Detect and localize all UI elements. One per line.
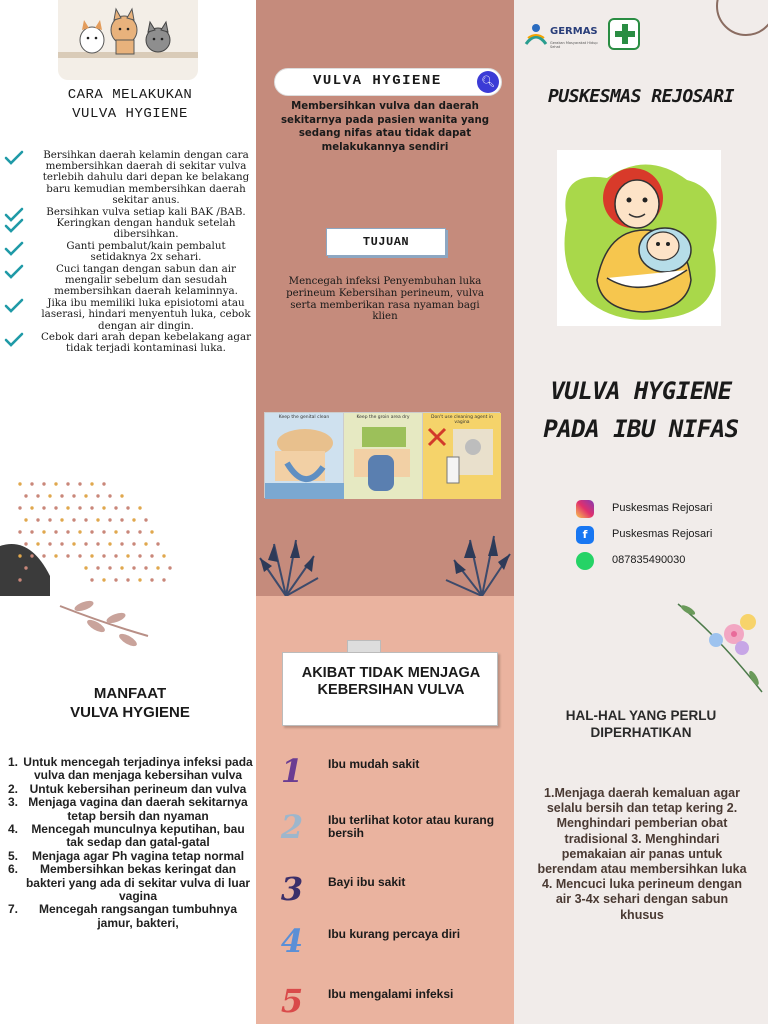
goals-text: Mencegah infeksi Penyembuhan luka perineum Kebersihan perineum, vulva serta memberikan rasa nyaman bagi klien: [286, 276, 484, 323]
effect-item: [272, 808, 502, 848]
benefit-text: Untuk kebersihan perineum dan vulva: [29, 781, 247, 796]
panel-hal-perlu: [514, 596, 768, 1024]
germas-label: GERMAS: [550, 26, 598, 37]
germas-logo-icon: [524, 22, 548, 48]
illustration-no-agent: [423, 413, 501, 499]
benefits-list: [2, 756, 254, 930]
title-line: CARA MELAKUKAN: [67, 87, 193, 103]
benefit-number: 3.: [8, 795, 19, 810]
panel4-title: [30, 684, 230, 722]
benefit-item: [2, 756, 254, 783]
mother-baby-illustration: [557, 150, 721, 326]
effect-number: 2: [280, 808, 304, 846]
check-icon: [4, 218, 24, 234]
step-text: Keringkan dengan handuk setelah dibersihkan.: [56, 217, 236, 241]
leaf-branch-decoration: [56, 596, 152, 656]
logos: [524, 16, 644, 56]
effect-text: Ibu mengalami infeksi: [328, 987, 454, 1001]
panel-cara-melakukan: [0, 0, 256, 596]
benefit-text: Mencegah rangsangan tumbuhnya jamur, bakteri,: [38, 902, 238, 930]
facebook-icon: f: [576, 526, 594, 544]
sign-title: AKIBAT TIDAK MENJAGA KEBERSIHAN VULVA: [301, 665, 481, 698]
effect-item: [272, 982, 502, 1022]
step-item: [4, 207, 254, 218]
title-line: MANFAAT: [93, 685, 167, 702]
effect-number: 3: [280, 870, 304, 908]
step-text: Cebok dari arah depan kebelakang agar tidak terjadi kontaminasi luka.: [40, 331, 252, 355]
search-icon: 🔍︎: [477, 71, 499, 93]
benefit-text: Menjaga vagina dan daerah sekitarnya tetap bersih dan nyaman: [28, 795, 248, 823]
social-text: Puskesmas Rejosari: [612, 502, 713, 514]
panel-manfaat: [0, 596, 256, 1024]
title-line: VULVA HYGIENE: [72, 106, 188, 122]
tujuan-label: TUJUAN: [362, 235, 410, 249]
cover-title-line: PADA IBU NIFAS: [543, 415, 739, 443]
effect-text: Ibu terlihat kotor atau kurang bersih: [328, 813, 495, 840]
benefit-number: 2.: [8, 781, 19, 796]
social-text: 087835490030: [612, 554, 686, 566]
effect-text: Ibu mudah sakit: [328, 757, 420, 771]
benefit-text: Mencegah munculnya keputihan, bau tak sedap dan gatal-gatal: [31, 822, 245, 850]
benefit-text: Membersihkan bekas keringat dan bakteri yang ada di sekitar vulva di luar vagina: [25, 862, 251, 904]
benefit-item: [2, 796, 254, 823]
check-icon: [4, 298, 24, 314]
step-item: [4, 332, 254, 354]
illustration-clean: [265, 413, 344, 499]
effect-item: [272, 870, 502, 910]
effect-number: 5: [280, 982, 304, 1020]
benefit-number: 1.: [8, 755, 19, 769]
illustration-caption: Don't use cleaning agent in vagina: [431, 415, 493, 425]
palm-leaves-decoration: [256, 500, 514, 596]
step-text: Cuci tangan dengan sabun dan air mengalir sebelum dan sesudah membersihkan daerah kelaminnya.: [54, 263, 238, 298]
cover-title: [514, 372, 768, 448]
cats-illustration: [58, 0, 198, 80]
clinic-name: PUSKESMAS REJOSARI: [547, 86, 735, 107]
benefit-item: [2, 850, 254, 863]
check-icon: [4, 332, 24, 348]
check-icon: [4, 150, 24, 166]
illustration-dry: [344, 413, 423, 499]
benefit-number: 7.: [8, 902, 19, 917]
panel-vulva-hygiene: [256, 0, 514, 596]
step-text: Jika ibu memiliki luka episiotomi atau laserasi, hindari menyentuh luka, cebok dengan air dingin.: [41, 297, 251, 332]
steps-list: [4, 150, 254, 355]
check-icon: [4, 264, 24, 280]
definition-text: Membersihkan vulva dan daerah sekitarnya pada pasien wanita yang sedang nifas atau tidak dapat melakukannya sendiri: [280, 101, 490, 153]
step-item: [4, 298, 254, 332]
effect-item: [272, 752, 502, 792]
panel-cover: [514, 0, 768, 596]
step-item: [4, 241, 254, 263]
step-item: [4, 218, 254, 240]
pill-title: VULVA HYGIENE: [313, 73, 442, 89]
search-pill: [274, 68, 502, 96]
hygiene-illustrations: [264, 412, 500, 498]
sign-board: [282, 652, 498, 726]
social-text: Puskesmas Rejosari: [612, 528, 713, 540]
effect-number: 4: [280, 922, 304, 960]
benefit-item: [2, 823, 254, 850]
title-line: VULVA HYGIENE: [70, 704, 190, 721]
step-item: [4, 264, 254, 298]
step-text: Ganti pembalut/kain pembalut setidaknya 2x sehari.: [66, 240, 226, 264]
instagram-icon: [576, 500, 594, 518]
effect-text: Ibu kurang percaya diri: [328, 927, 461, 941]
effect-number: 1: [280, 752, 304, 790]
social-instagram[interactable]: [576, 500, 766, 520]
panel6-title: HAL-HAL YANG PERLU DIPERHATIKAN: [565, 708, 717, 740]
whatsapp-icon: [576, 552, 594, 570]
step-item: [4, 150, 254, 206]
panel-akibat: [256, 596, 514, 1024]
benefit-item: [2, 903, 254, 930]
social-whatsapp[interactable]: [576, 552, 766, 572]
benefit-number: 6.: [8, 862, 19, 877]
arc-decoration: [716, 0, 768, 36]
dot-pattern-decoration: [0, 476, 200, 596]
benefit-item: [2, 783, 254, 796]
effect-item: [272, 922, 502, 962]
illustration-caption: Keep the genital clean: [278, 415, 330, 420]
check-icon: [4, 241, 24, 257]
benefit-text: Untuk mencegah terjadinya infeksi pada vulva dan menjaga kebersihan vulva: [23, 755, 253, 783]
panel6-body: 1.Menjaga daerah kemaluan agar selalu bersih dan tetap kering 2. Menghindari pemberian obat tradisional 3. Menghindari pemakaian air panas untuk berendam atau membersihkan luka 4. Mencuci luka perineum dengan air 3-4x sehari dengan sabun khusus: [537, 786, 747, 922]
illustration-caption: Keep the groin area dry: [356, 415, 410, 420]
step-text: Bersihkan daerah kelamin dengan cara membersihkan daerah di sekitar vulva terlebih dahulu dari depan ke belakang baru kemudian membersihkan daerah sekitar anus.: [42, 149, 250, 206]
tujuan-label-box: [326, 228, 446, 256]
panel1-title: [20, 86, 240, 124]
benefit-text: Menjaga agar Ph vagina tetap normal: [31, 848, 245, 863]
health-cross-icon: [608, 18, 640, 50]
benefit-number: 5.: [8, 848, 19, 863]
benefit-number: 4.: [8, 822, 19, 837]
step-text: Bersihkan vulva setiap kali BAK /BAB.: [46, 205, 246, 218]
social-facebook[interactable]: [576, 526, 766, 546]
germas-subtitle: Gerakan Masyarakat Hidup Sehat: [550, 41, 598, 49]
cover-title-line: VULVA HYGIENE: [550, 377, 732, 405]
flowers-decoration: [668, 596, 768, 696]
effect-text: Bayi ibu sakit: [328, 875, 406, 889]
benefit-item: [2, 863, 254, 903]
